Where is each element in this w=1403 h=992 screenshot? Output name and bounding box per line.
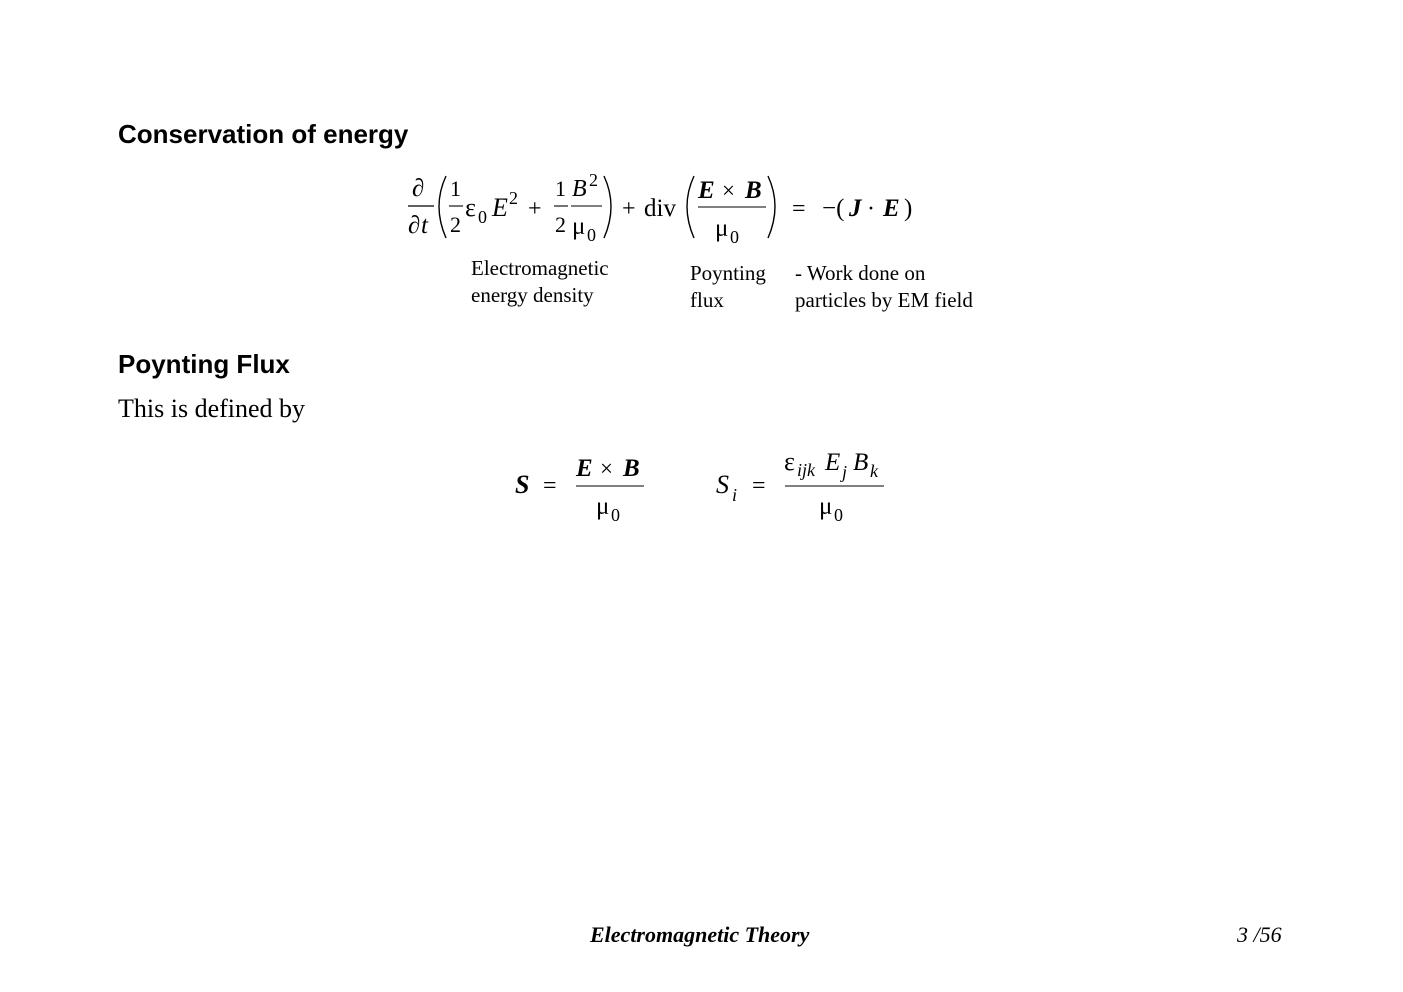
svg-text:S: S	[515, 470, 530, 499]
svg-text:E: E	[576, 455, 593, 482]
annotation-line: energy density	[471, 283, 594, 307]
svg-text:E: E	[883, 195, 900, 222]
svg-text:B: B	[745, 177, 762, 204]
poynting-index-equation	[712, 444, 902, 532]
svg-text:μ: μ	[715, 215, 729, 242]
svg-text:0: 0	[478, 207, 487, 227]
svg-text:ijk: ijk	[797, 460, 815, 480]
svg-text:k: k	[870, 461, 878, 481]
svg-text:μ: μ	[596, 493, 610, 520]
svg-text:div: div	[644, 195, 676, 222]
svg-text:+: +	[622, 196, 636, 222]
energy-conservation-equation	[400, 166, 930, 250]
svg-text:i: i	[732, 485, 738, 505]
intro-text: This is defined by	[118, 394, 306, 423]
svg-text:=: =	[543, 473, 557, 499]
svg-text:2: 2	[589, 170, 598, 190]
svg-text:S: S	[716, 470, 729, 499]
annotation-line: - Work done on	[795, 261, 926, 285]
svg-text:×: ×	[722, 178, 735, 203]
svg-text:μ: μ	[819, 493, 833, 520]
svg-text:B: B	[853, 449, 869, 476]
annotation-work-done	[795, 260, 973, 314]
svg-text:0: 0	[834, 505, 843, 525]
svg-text:=: =	[752, 473, 766, 499]
svg-text:ε: ε	[465, 193, 476, 222]
svg-text:×: ×	[600, 456, 613, 481]
annotation-line: Poynting	[690, 261, 766, 285]
svg-text:B: B	[572, 176, 587, 202]
svg-text:∂: ∂	[408, 212, 421, 239]
svg-text:2: 2	[509, 188, 518, 208]
svg-text:∂: ∂	[412, 175, 425, 202]
svg-text:t: t	[421, 212, 428, 239]
svg-text:J: J	[849, 195, 862, 222]
svg-text:E: E	[825, 449, 841, 476]
svg-text:): )	[904, 195, 913, 222]
heading-conservation-of-energy: Conservation of energy	[118, 119, 409, 149]
svg-text:−(: −(	[822, 195, 845, 222]
svg-text:2: 2	[450, 212, 461, 237]
svg-text:+: +	[528, 196, 542, 222]
svg-text:0: 0	[611, 505, 620, 525]
heading-poynting-flux: Poynting Flux	[118, 349, 290, 379]
footer-title: Electromagnetic Theory	[590, 922, 810, 947]
svg-text:0: 0	[587, 225, 596, 245]
svg-text:1: 1	[555, 176, 566, 201]
svg-text:=: =	[792, 196, 806, 222]
svg-text:0: 0	[730, 227, 739, 247]
svg-text:2: 2	[555, 212, 566, 237]
annotation-line: flux	[690, 288, 724, 312]
svg-text:E: E	[698, 177, 715, 204]
svg-text:·: ·	[867, 196, 875, 222]
annotation-energy-density	[471, 255, 609, 309]
annotation-line: Electromagnetic	[471, 256, 609, 280]
annotation-line: particles by EM field	[795, 288, 973, 312]
svg-text:B: B	[623, 455, 640, 482]
svg-text:ε: ε	[784, 447, 795, 476]
svg-text:μ: μ	[572, 213, 586, 240]
annotation-poynting-flux	[690, 260, 766, 314]
page-number: 3 /56	[1237, 922, 1282, 947]
poynting-vector-equation	[510, 448, 660, 532]
svg-text:j: j	[842, 462, 848, 482]
svg-text:1: 1	[450, 176, 461, 201]
svg-text:E: E	[492, 193, 508, 222]
